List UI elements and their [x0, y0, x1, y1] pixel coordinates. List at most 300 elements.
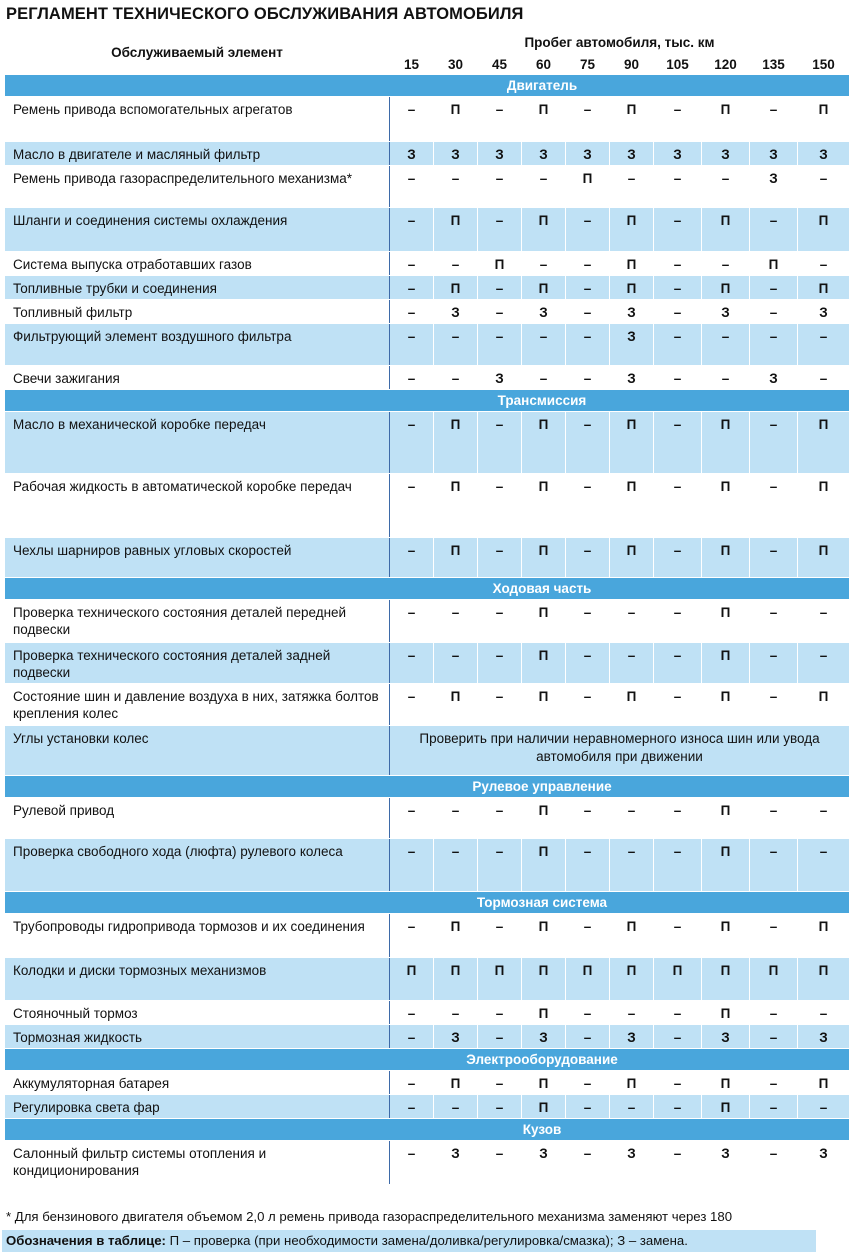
- interval-cell: –: [390, 1095, 434, 1119]
- interval-cell: П: [522, 1095, 566, 1119]
- interval-cell: П: [522, 208, 566, 252]
- interval-cell: –: [750, 208, 798, 252]
- mileage-header-cell: 45: [478, 54, 522, 75]
- interval-cell: П: [702, 474, 750, 538]
- interval-cell: –: [390, 366, 434, 390]
- legend-label: Обозначения в таблице:: [6, 1233, 166, 1248]
- interval-cell: П: [702, 600, 750, 643]
- interval-cell: –: [654, 97, 702, 142]
- interval-cell: –: [610, 839, 654, 892]
- item-name-cell: Фильтрующий элемент воздушного фильтра: [5, 324, 390, 366]
- section-header-row: [5, 390, 850, 412]
- interval-cell: –: [390, 798, 434, 839]
- interval-cell: –: [750, 1001, 798, 1025]
- interval-cell: З: [610, 142, 654, 166]
- interval-cell: –: [390, 1141, 434, 1185]
- interval-cell: П: [610, 958, 654, 1001]
- interval-cell: –: [702, 324, 750, 366]
- interval-cell: –: [750, 412, 798, 474]
- interval-cell: –: [566, 600, 610, 643]
- item-name-cell: Чехлы шарниров равных угловых скоростей: [5, 538, 390, 578]
- table-row: [5, 252, 850, 276]
- interval-cell: П: [522, 1071, 566, 1095]
- interval-cell: –: [434, 252, 478, 276]
- item-name-cell: Шланги и соединения системы охлаждения: [5, 208, 390, 252]
- table-row: [5, 366, 850, 390]
- interval-cell: –: [654, 208, 702, 252]
- table-row: [5, 643, 850, 684]
- table-row: [5, 412, 850, 474]
- mileage-header-cell: 150: [798, 54, 850, 75]
- section-header-row: [5, 578, 850, 600]
- table-row: [5, 166, 850, 208]
- interval-cell: П: [522, 643, 566, 684]
- mileage-header-cell: 30: [434, 54, 478, 75]
- interval-cell: –: [390, 97, 434, 142]
- interval-cell: П: [610, 1071, 654, 1095]
- interval-cell: –: [654, 252, 702, 276]
- section-header-row: [5, 1049, 850, 1071]
- mileage-header-cell: 90: [610, 54, 654, 75]
- interval-cell: П: [566, 166, 610, 208]
- table-row: [5, 914, 850, 958]
- legend: [2, 1230, 816, 1252]
- mileage-header-cell: 105: [654, 54, 702, 75]
- item-name-cell: Система выпуска отработавших газов: [5, 252, 390, 276]
- interval-cell: П: [750, 252, 798, 276]
- interval-cell: З: [798, 142, 850, 166]
- interval-cell: –: [750, 1025, 798, 1049]
- interval-cell: –: [654, 1001, 702, 1025]
- section-title: Двигатель: [5, 75, 850, 97]
- table-row: [5, 726, 850, 776]
- note-cell: Проверить при наличии неравномерного износа шин или увода автомобиля при движении: [390, 726, 850, 776]
- item-name-cell: Углы установки колес: [5, 726, 390, 776]
- interval-cell: –: [566, 300, 610, 324]
- interval-cell: П: [434, 208, 478, 252]
- interval-cell: З: [434, 300, 478, 324]
- interval-cell: –: [654, 1141, 702, 1185]
- table-row: [5, 1001, 850, 1025]
- interval-cell: П: [522, 538, 566, 578]
- interval-cell: –: [566, 1141, 610, 1185]
- interval-cell: –: [478, 1001, 522, 1025]
- interval-cell: –: [434, 1001, 478, 1025]
- interval-cell: П: [798, 412, 850, 474]
- interval-cell: З: [702, 142, 750, 166]
- interval-cell: П: [610, 208, 654, 252]
- table-row: [5, 958, 850, 1001]
- interval-cell: –: [654, 684, 702, 726]
- interval-cell: –: [522, 252, 566, 276]
- interval-cell: –: [798, 324, 850, 366]
- interval-cell: П: [522, 412, 566, 474]
- interval-cell: –: [750, 600, 798, 643]
- interval-cell: З: [702, 300, 750, 324]
- interval-cell: –: [798, 166, 850, 208]
- item-name-cell: Проверка технического состояния деталей передней подвески: [5, 600, 390, 643]
- table-row: [5, 600, 850, 643]
- interval-cell: –: [390, 1025, 434, 1049]
- interval-cell: П: [522, 474, 566, 538]
- interval-cell: –: [566, 1001, 610, 1025]
- table-row: [5, 208, 850, 252]
- interval-cell: З: [750, 166, 798, 208]
- interval-cell: –: [566, 798, 610, 839]
- interval-cell: –: [750, 538, 798, 578]
- table-row: [5, 538, 850, 578]
- interval-cell: П: [434, 958, 478, 1001]
- interval-cell: –: [702, 166, 750, 208]
- interval-cell: П: [434, 1071, 478, 1095]
- interval-cell: –: [654, 643, 702, 684]
- interval-cell: П: [478, 252, 522, 276]
- interval-cell: П: [702, 643, 750, 684]
- interval-cell: –: [434, 324, 478, 366]
- interval-cell: –: [478, 97, 522, 142]
- interval-cell: –: [566, 643, 610, 684]
- interval-cell: П: [798, 474, 850, 538]
- item-name-cell: Проверка свободного хода (люфта) рулевого колеса: [5, 839, 390, 892]
- interval-cell: З: [478, 142, 522, 166]
- interval-cell: –: [566, 252, 610, 276]
- interval-cell: П: [478, 958, 522, 1001]
- interval-cell: –: [566, 1025, 610, 1049]
- interval-cell: –: [750, 684, 798, 726]
- interval-cell: –: [654, 538, 702, 578]
- item-name-cell: Свечи зажигания: [5, 366, 390, 390]
- item-name-cell: Проверка технического состояния деталей задней подвески: [5, 643, 390, 684]
- interval-cell: П: [522, 97, 566, 142]
- item-name-cell: Топливный фильтр: [5, 300, 390, 324]
- interval-cell: –: [478, 538, 522, 578]
- interval-cell: П: [798, 208, 850, 252]
- interval-cell: –: [798, 366, 850, 390]
- interval-cell: –: [798, 839, 850, 892]
- interval-cell: –: [610, 166, 654, 208]
- interval-cell: –: [750, 798, 798, 839]
- interval-cell: –: [478, 1095, 522, 1119]
- interval-cell: –: [390, 643, 434, 684]
- interval-cell: –: [566, 97, 610, 142]
- interval-cell: –: [478, 166, 522, 208]
- interval-cell: П: [522, 958, 566, 1001]
- section-header-row: [5, 776, 850, 798]
- interval-cell: П: [750, 958, 798, 1001]
- interval-cell: –: [390, 300, 434, 324]
- interval-cell: –: [566, 914, 610, 958]
- interval-cell: П: [610, 684, 654, 726]
- mileage-header-cell: 135: [750, 54, 798, 75]
- interval-cell: –: [390, 324, 434, 366]
- interval-cell: З: [702, 1141, 750, 1185]
- interval-cell: З: [522, 1025, 566, 1049]
- interval-cell: –: [610, 1095, 654, 1119]
- interval-cell: З: [522, 142, 566, 166]
- interval-cell: –: [434, 166, 478, 208]
- interval-cell: –: [522, 366, 566, 390]
- table-row: [5, 97, 850, 142]
- interval-cell: –: [390, 1001, 434, 1025]
- interval-cell: –: [390, 538, 434, 578]
- interval-cell: –: [390, 166, 434, 208]
- interval-cell: –: [566, 538, 610, 578]
- interval-cell: –: [566, 1095, 610, 1119]
- interval-cell: –: [750, 1141, 798, 1185]
- section-header-row: [5, 892, 850, 914]
- interval-cell: З: [478, 366, 522, 390]
- interval-cell: П: [610, 97, 654, 142]
- interval-cell: –: [390, 252, 434, 276]
- interval-cell: –: [566, 276, 610, 300]
- section-header-row: [5, 75, 850, 97]
- interval-cell: –: [566, 208, 610, 252]
- interval-cell: –: [750, 324, 798, 366]
- interval-cell: П: [522, 839, 566, 892]
- interval-cell: П: [702, 97, 750, 142]
- interval-cell: –: [478, 600, 522, 643]
- interval-cell: П: [702, 1071, 750, 1095]
- interval-cell: П: [434, 412, 478, 474]
- interval-cell: П: [798, 684, 850, 726]
- interval-cell: –: [566, 366, 610, 390]
- section-title: Ходовая часть: [5, 578, 850, 600]
- interval-cell: –: [478, 1071, 522, 1095]
- interval-cell: З: [434, 1141, 478, 1185]
- interval-cell: П: [610, 474, 654, 538]
- interval-cell: –: [478, 300, 522, 324]
- interval-cell: –: [750, 1095, 798, 1119]
- interval-cell: –: [654, 600, 702, 643]
- interval-cell: –: [798, 643, 850, 684]
- interval-cell: –: [654, 914, 702, 958]
- interval-cell: П: [434, 684, 478, 726]
- interval-cell: –: [478, 412, 522, 474]
- interval-cell: П: [798, 276, 850, 300]
- interval-cell: П: [702, 914, 750, 958]
- interval-cell: –: [750, 97, 798, 142]
- interval-cell: П: [522, 600, 566, 643]
- interval-cell: П: [702, 276, 750, 300]
- section-title: Трансмиссия: [5, 390, 850, 412]
- interval-cell: П: [434, 97, 478, 142]
- interval-cell: –: [654, 474, 702, 538]
- interval-cell: З: [750, 142, 798, 166]
- interval-cell: П: [434, 538, 478, 578]
- interval-cell: –: [390, 600, 434, 643]
- interval-cell: П: [702, 958, 750, 1001]
- item-name-cell: Топливные трубки и соединения: [5, 276, 390, 300]
- section-title: Кузов: [5, 1119, 850, 1141]
- interval-cell: З: [610, 366, 654, 390]
- interval-cell: З: [750, 366, 798, 390]
- interval-cell: П: [566, 958, 610, 1001]
- interval-cell: П: [610, 276, 654, 300]
- section-header-row: [5, 1119, 850, 1141]
- interval-cell: –: [566, 839, 610, 892]
- interval-cell: З: [798, 1141, 850, 1185]
- interval-cell: П: [798, 97, 850, 142]
- interval-cell: П: [434, 914, 478, 958]
- maintenance-table: [4, 30, 850, 1185]
- interval-cell: П: [798, 958, 850, 1001]
- interval-cell: П: [702, 1001, 750, 1025]
- table-row: [5, 474, 850, 538]
- interval-cell: П: [702, 839, 750, 892]
- interval-cell: П: [522, 798, 566, 839]
- interval-cell: –: [654, 166, 702, 208]
- interval-cell: З: [610, 1025, 654, 1049]
- interval-cell: З: [522, 1141, 566, 1185]
- interval-cell: –: [478, 684, 522, 726]
- item-name-cell: Рулевой привод: [5, 798, 390, 839]
- interval-cell: –: [654, 1025, 702, 1049]
- table-body: [5, 75, 850, 1185]
- item-name-cell: Масло в двигателе и масляный фильтр: [5, 142, 390, 166]
- mileage-header-cell: 120: [702, 54, 750, 75]
- interval-cell: П: [702, 208, 750, 252]
- interval-cell: –: [566, 412, 610, 474]
- interval-cell: –: [798, 798, 850, 839]
- interval-cell: П: [522, 276, 566, 300]
- item-name-cell: Тормозная жидкость: [5, 1025, 390, 1049]
- table-row: [5, 1025, 850, 1049]
- mileage-header-cell: 60: [522, 54, 566, 75]
- interval-cell: –: [798, 1001, 850, 1025]
- interval-cell: –: [478, 1025, 522, 1049]
- interval-cell: –: [750, 1071, 798, 1095]
- item-name-cell: Масло в механической коробке передач: [5, 412, 390, 474]
- interval-cell: З: [566, 142, 610, 166]
- section-title: Тормозная система: [5, 892, 850, 914]
- interval-cell: –: [654, 839, 702, 892]
- interval-cell: П: [522, 1001, 566, 1025]
- interval-cell: –: [390, 474, 434, 538]
- interval-cell: –: [750, 643, 798, 684]
- interval-cell: –: [390, 1071, 434, 1095]
- interval-cell: –: [390, 839, 434, 892]
- interval-cell: –: [478, 839, 522, 892]
- table-row: [5, 276, 850, 300]
- item-name-cell: Салонный фильтр системы отопления и кондиционирования: [5, 1141, 390, 1185]
- interval-cell: –: [750, 300, 798, 324]
- interval-cell: –: [654, 1071, 702, 1095]
- page-title: РЕГЛАМЕНТ ТЕХНИЧЕСКОГО ОБСЛУЖИВАНИЯ АВТОМОБИЛЯ: [6, 5, 524, 23]
- interval-cell: З: [654, 142, 702, 166]
- interval-cell: –: [566, 474, 610, 538]
- interval-cell: –: [434, 600, 478, 643]
- interval-cell: П: [610, 412, 654, 474]
- interval-cell: –: [610, 600, 654, 643]
- interval-cell: –: [478, 208, 522, 252]
- table-row: [5, 684, 850, 726]
- header-row: [5, 31, 850, 54]
- mileage-header-cell: 15: [390, 54, 434, 75]
- interval-cell: П: [798, 538, 850, 578]
- interval-cell: –: [702, 252, 750, 276]
- interval-cell: –: [798, 600, 850, 643]
- interval-cell: П: [798, 1071, 850, 1095]
- interval-cell: П: [702, 798, 750, 839]
- item-name-cell: Стояночный тормоз: [5, 1001, 390, 1025]
- interval-cell: П: [610, 252, 654, 276]
- section-title: Электрооборудование: [5, 1049, 850, 1071]
- interval-cell: –: [478, 1141, 522, 1185]
- interval-cell: П: [434, 474, 478, 538]
- interval-cell: З: [702, 1025, 750, 1049]
- interval-cell: З: [434, 142, 478, 166]
- table-row: [5, 1141, 850, 1185]
- interval-cell: –: [654, 366, 702, 390]
- interval-cell: З: [434, 1025, 478, 1049]
- interval-cell: –: [434, 366, 478, 390]
- interval-cell: П: [434, 276, 478, 300]
- interval-cell: П: [702, 1095, 750, 1119]
- interval-cell: З: [610, 300, 654, 324]
- interval-cell: –: [522, 324, 566, 366]
- interval-cell: П: [390, 958, 434, 1001]
- interval-cell: П: [522, 684, 566, 726]
- interval-cell: –: [434, 798, 478, 839]
- interval-cell: –: [566, 1071, 610, 1095]
- footnote: * Для бензинового двигателя объемом 2,0 л ремень привода газораспределительного механизма заменяют через 180: [6, 1209, 733, 1224]
- section-title: Рулевое управление: [5, 776, 850, 798]
- interval-cell: –: [434, 839, 478, 892]
- table-row: [5, 839, 850, 892]
- interval-cell: –: [390, 684, 434, 726]
- mileage-column-header: Пробег автомобиля, тыс. км: [390, 31, 850, 54]
- legend-text: П – проверка (при необходимости замена/доливка/регулировка/смазка); З – замена.: [165, 1233, 688, 1248]
- item-column-header: Обслуживаемый элемент: [5, 31, 390, 75]
- interval-cell: –: [390, 914, 434, 958]
- interval-cell: –: [654, 412, 702, 474]
- table-row: [5, 324, 850, 366]
- interval-cell: –: [478, 914, 522, 958]
- interval-cell: З: [522, 300, 566, 324]
- interval-cell: –: [478, 324, 522, 366]
- interval-cell: П: [610, 538, 654, 578]
- interval-cell: –: [390, 208, 434, 252]
- interval-cell: –: [390, 276, 434, 300]
- item-name-cell: Ремень привода вспомогательных агрегатов: [5, 97, 390, 142]
- interval-cell: –: [654, 324, 702, 366]
- interval-cell: –: [798, 1095, 850, 1119]
- interval-cell: З: [798, 300, 850, 324]
- interval-cell: –: [702, 366, 750, 390]
- interval-cell: –: [478, 643, 522, 684]
- interval-cell: –: [654, 300, 702, 324]
- interval-cell: –: [654, 798, 702, 839]
- interval-cell: –: [750, 914, 798, 958]
- interval-cell: З: [610, 1141, 654, 1185]
- interval-cell: –: [434, 643, 478, 684]
- table-row: [5, 300, 850, 324]
- interval-cell: –: [798, 252, 850, 276]
- interval-cell: П: [522, 914, 566, 958]
- item-name-cell: Регулировка света фар: [5, 1095, 390, 1119]
- item-name-cell: Ремень привода газораспределительного механизма*: [5, 166, 390, 208]
- table-row: [5, 798, 850, 839]
- interval-cell: –: [434, 1095, 478, 1119]
- interval-cell: –: [566, 324, 610, 366]
- interval-cell: З: [798, 1025, 850, 1049]
- interval-cell: П: [702, 684, 750, 726]
- interval-cell: –: [610, 798, 654, 839]
- interval-cell: –: [478, 276, 522, 300]
- interval-cell: –: [750, 474, 798, 538]
- interval-cell: –: [750, 276, 798, 300]
- interval-cell: –: [610, 643, 654, 684]
